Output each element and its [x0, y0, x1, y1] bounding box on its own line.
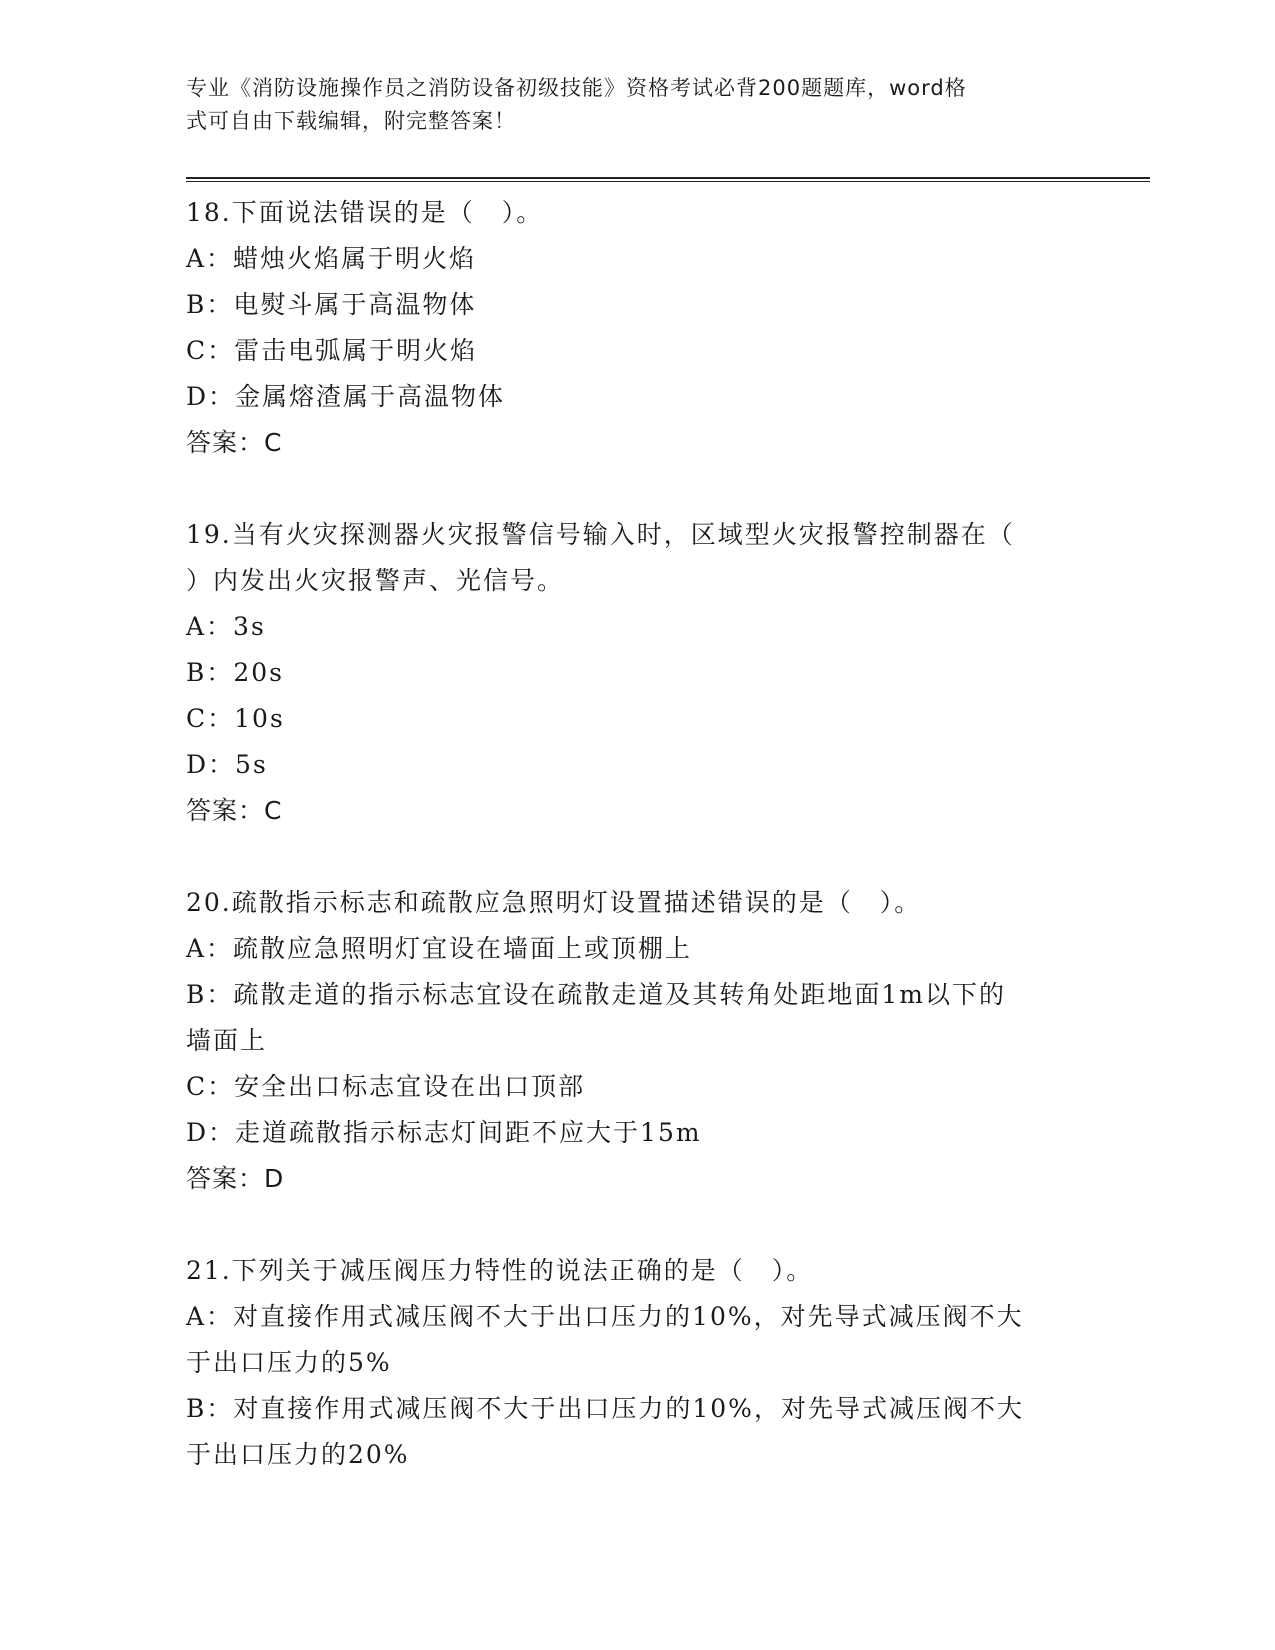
option-c: C：安全出口标志宜设在出口顶部 [186, 1072, 586, 1101]
question-list [186, 190, 1086, 1478]
option-d: D：金属熔渣属于高温物体 [186, 382, 506, 411]
option-b-continued: 于出口压力的20% [186, 1440, 410, 1469]
option-d: D：走道疏散指示标志灯间距不应大于15m [186, 1118, 702, 1147]
option-a: A：蜡烛火焰属于明火焰 [186, 244, 477, 273]
question-stem: 20.疏散指示标志和疏散应急照明灯设置描述错误的是（ ）。 [186, 888, 922, 917]
option-b: B：疏散走道的指示标志宜设在疏散走道及其转角处距地面1m以下的 [186, 980, 1006, 1009]
question-21 [186, 1248, 1086, 1478]
answer-label: 答案：D [186, 1164, 285, 1193]
header-line-1: 专业《消防设施操作员之消防设备初级技能》资格考试必背200题题库，word格 [186, 76, 967, 100]
option-a: A：对直接作用式减压阀不大于出口压力的10%，对先导式减压阀不大 [186, 1302, 1024, 1331]
question-stem: 21.下列关于减压阀压力特性的说法正确的是（ ）。 [186, 1256, 814, 1285]
option-b: B：电熨斗属于高温物体 [186, 290, 477, 319]
question-stem: 18.下面说法错误的是（ ）。 [186, 198, 544, 227]
question-stem-continued: ）内发出火灾报警声、光信号。 [186, 566, 565, 595]
option-a: A：3s [186, 612, 266, 641]
question-stem: 19.当有火灾探测器火灾报警信号输入时，区域型火灾报警控制器在（ [186, 520, 1015, 549]
question-20 [186, 880, 1086, 1202]
document-header [186, 72, 1066, 138]
answer-label: 答案：C [186, 428, 283, 457]
option-b-continued: 墙面上 [186, 1026, 268, 1055]
option-c: C：10s [186, 704, 285, 733]
question-18 [186, 190, 1086, 466]
question-spacer [186, 1202, 1086, 1248]
question-spacer [186, 466, 1086, 512]
option-a-continued: 于出口压力的5% [186, 1348, 392, 1377]
option-a: A：疏散应急照明灯宜设在墙面上或顶棚上 [186, 934, 693, 963]
option-c: C：雷击电弧属于明火焰 [186, 336, 478, 365]
option-b: B：对直接作用式减压阀不大于出口压力的10%，对先导式减压阀不大 [186, 1394, 1024, 1423]
header-divider [186, 177, 1150, 182]
option-b: B：20s [186, 658, 285, 687]
question-19 [186, 512, 1086, 834]
question-spacer [186, 834, 1086, 880]
option-d: D：5s [186, 750, 268, 779]
answer-label: 答案：C [186, 796, 283, 825]
header-line-2: 式可自由下载编辑，附完整答案！ [186, 109, 516, 133]
